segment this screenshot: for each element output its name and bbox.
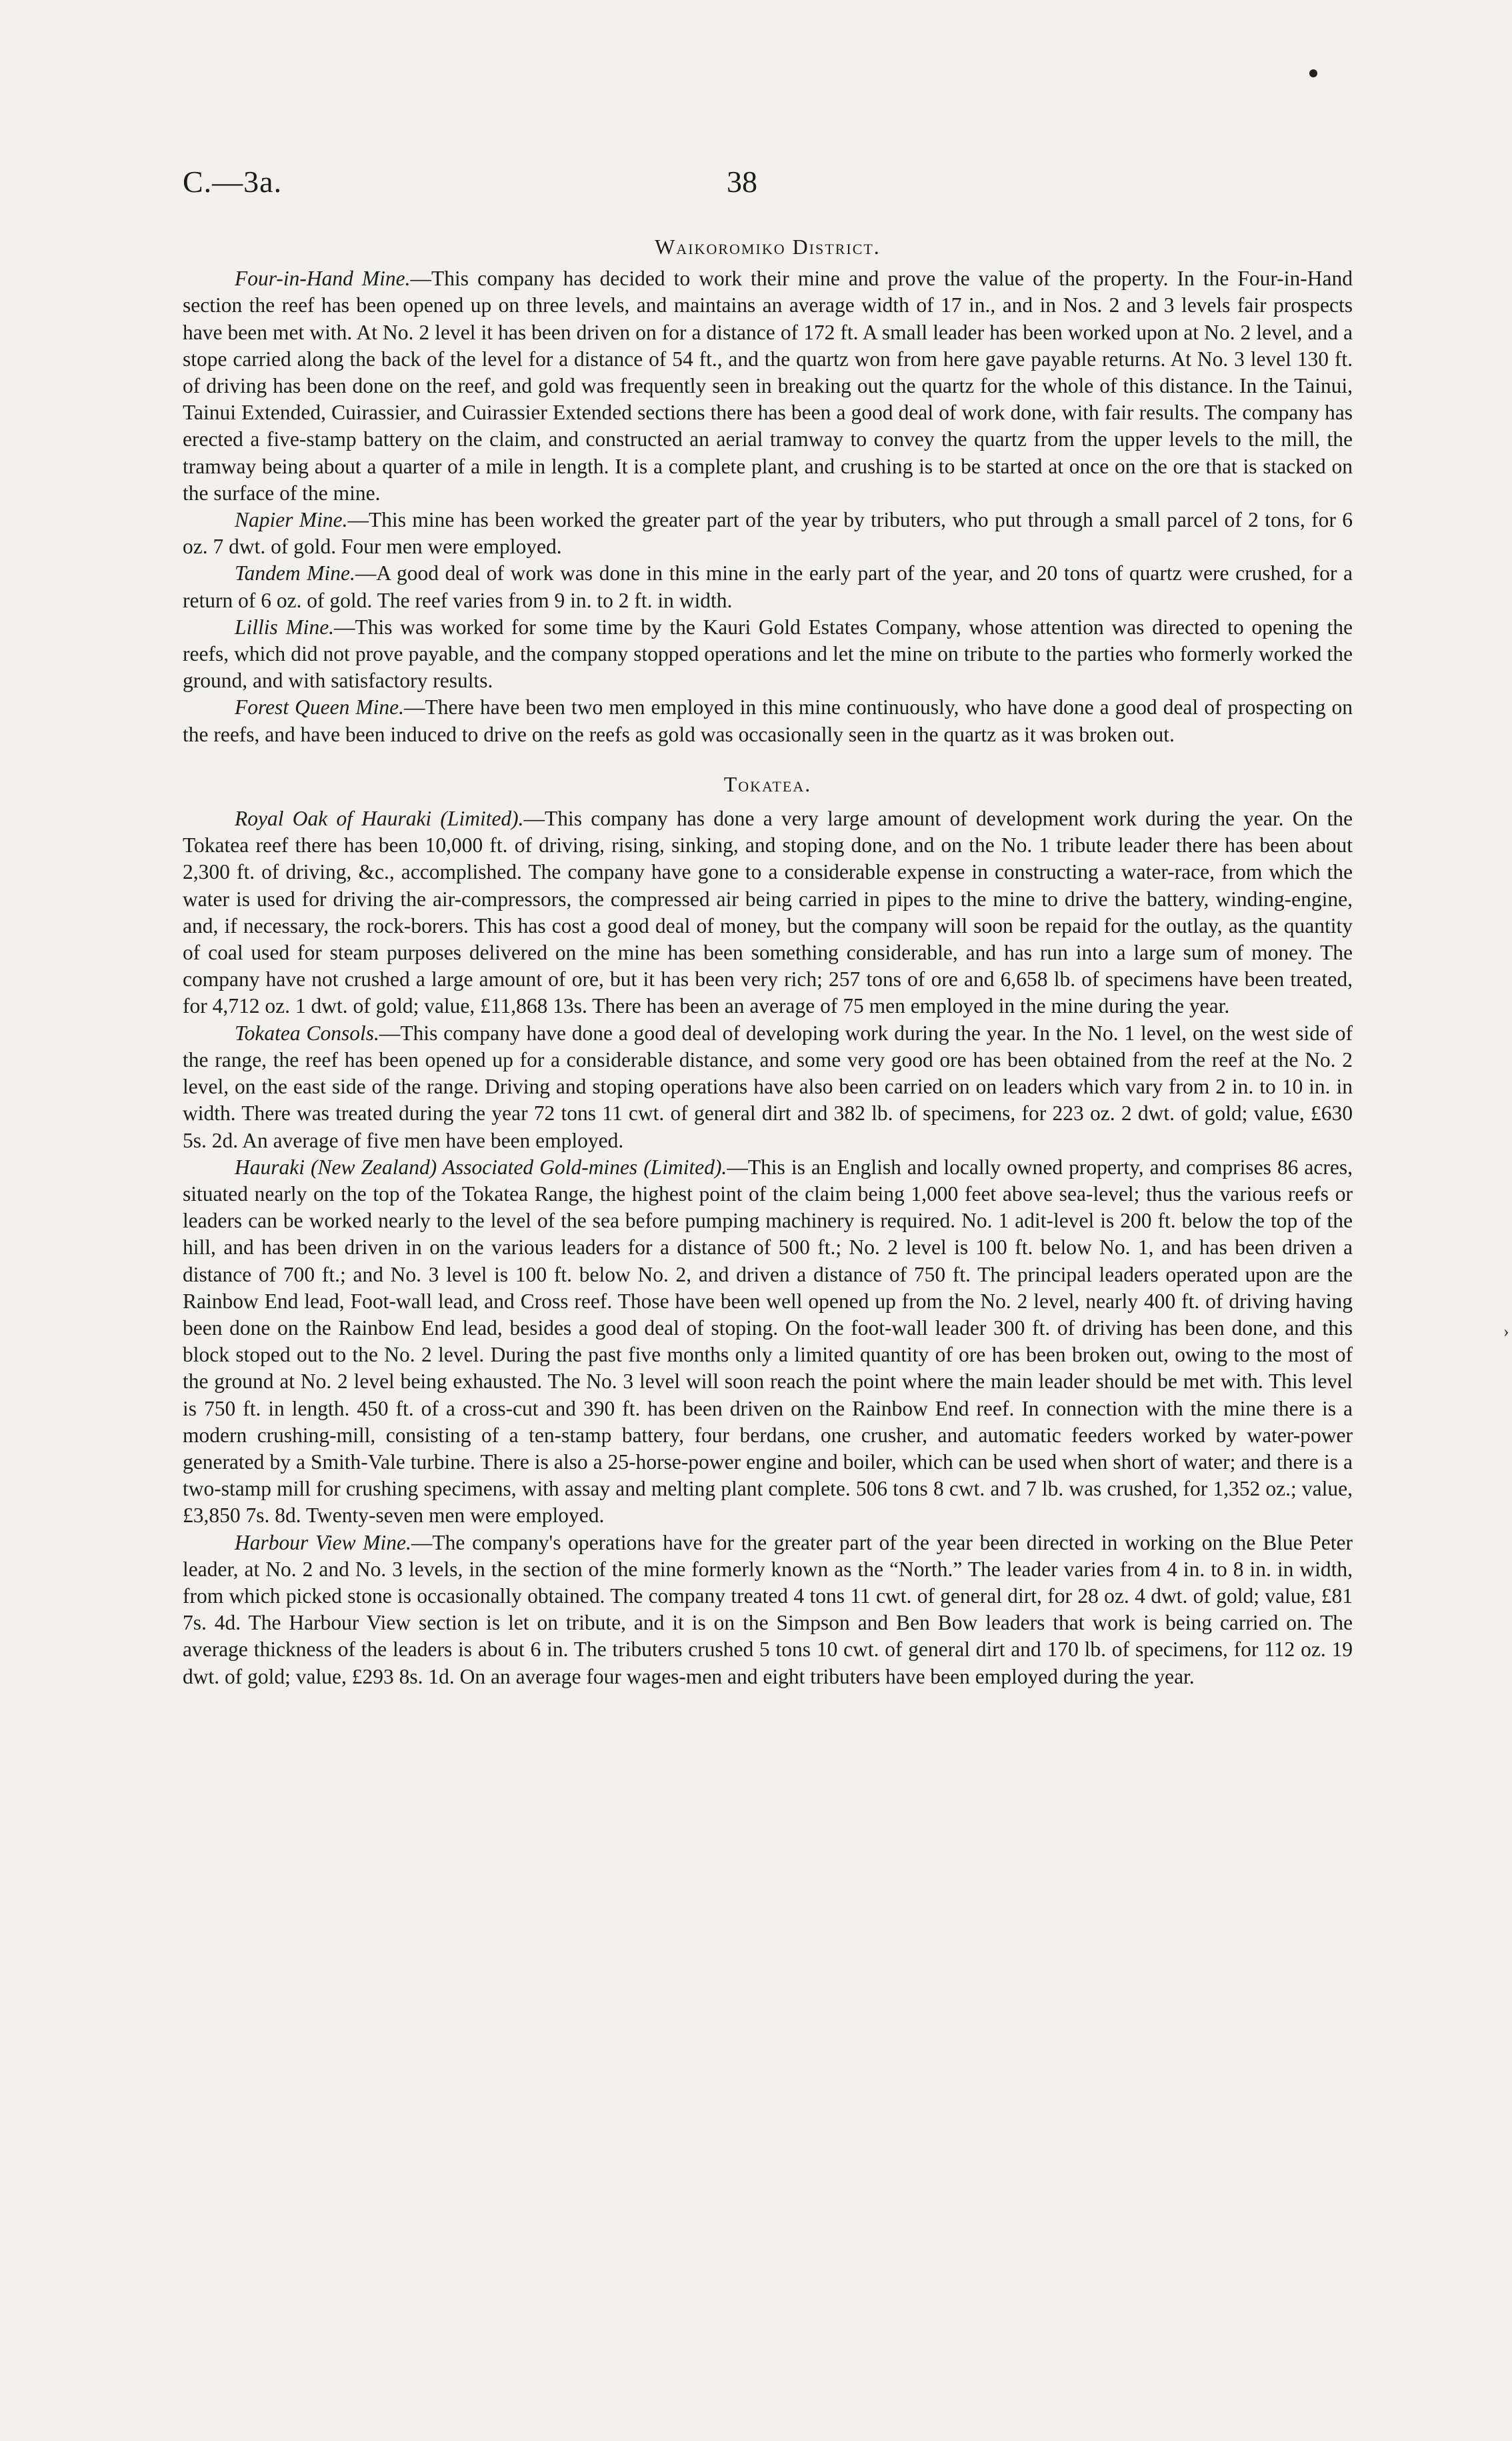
paragraph-tandem xyxy=(183,560,1353,613)
mine-name: Tokatea Consols. xyxy=(235,1021,379,1045)
mine-name: Hauraki (New Zealand) Associated Gold-mines (Limited). xyxy=(235,1155,727,1179)
paragraph-text: —This mine has been worked the greater part of the year by tributers, who put through a small parcel of 2 tons, for 6 oz. 7 dwt. of gold. Four men were employed. xyxy=(183,508,1353,559)
paragraph-text: —This company has done a very large amount of development work during the year. On the Tokatea reef there has been 10,000 ft. of driving, rising, sinking, and stoping done, and on the No. 1 tribute leader there has been about 2,300 ft. of driving, &c., accomplished. The company have gone to a considerable expense in constructing a water-race, from which the water is used for driving the air-compressors, the compressed air being carried in pipes to the mine to drive the battery, winding-engine, and, if necessary, the rock-borers. This has cost a good deal of money, but the company will soon be repaid for the outlay, as the quantity of coal used for steam purposes delivered on the mine has been something considerable, and has run into a large sum of money. The company have not crushed a large amount of ore, but it has been very rich; 257 tons of ore and 6,658 lb. of specimens have been treated, for 4,712 oz. 1 dwt. of gold; value, £11,868 13s. There has been an average of 75 men employed in the mine during the year. xyxy=(183,807,1353,1018)
mine-name: Four-in-Hand Mine. xyxy=(235,267,411,291)
paragraph-forest-queen xyxy=(183,694,1353,747)
paragraph-text: —This company have done a good deal of developing work during the year. In the No. 1 level, on the west side of the range, the reef has been opened up for a considerable distance, and some very good ore has been obtained from the reef at the No. 2 level, on the east side of the range. Driving and stoping operations have also been carried on on leaders which vary from 2 in. to 10 in. in width. There was treated during the year 72 tons 11 cwt. of general dirt and 382 lb. of specimens, for 223 oz. 2 dwt. of gold; value, £630 5s. 2d. An average of five men have been employed. xyxy=(183,1021,1353,1152)
page-number: 38 xyxy=(727,165,757,199)
margin-mark: › xyxy=(1503,1322,1509,1341)
paragraph-text: —This was worked for some time by the Kauri Gold Estates Company, whose attention was directed to opening the reefs, which did not prove payable, and the company stopped operations and let the mine on tribute to the parties who formerly worked the ground, and with satisfactory results. xyxy=(183,615,1353,693)
mine-name: Royal Oak of Hauraki (Limited). xyxy=(235,807,524,831)
section-heading-waikoromiko: Waikoromiko District. xyxy=(655,235,881,259)
mine-name: Napier Mine. xyxy=(235,508,348,532)
mine-name: Lillis Mine. xyxy=(235,615,335,639)
mine-name: Harbour View Mine. xyxy=(235,1530,411,1554)
paragraph-text: —This company has decided to work their mine and prove the value of the property. In the Four-in-Hand section the reef has been opened up on three levels, and maintains an average width of 17 in., and in Nos. 2 and 3 levels fair prospects have been met with. At No. 2 level it has been driven on for a distance of 172 ft. A small leader has been worked upon at No. 2 level, and a stope carried along the back of the level for a distance of 54 ft., and the quartz won from here gave payable returns. At No. 3 level 130 ft. of driving has been done on the reef, and gold was frequently seen in breaking out the quartz for the whole of this distance. In the Tainui, Tainui Extended, Cuirassier, and Cuirassier Extended sections there has been a good deal of work done, with fair results. The company has erected a five-stamp battery on the claim, and constructed an aerial tramway to convey the quartz from the upper levels to the mill, the tramway being about a quarter of a mile in length. It is a complete plant, and crushing is to be started at once on the ore that is stacked on the surface of the mine. xyxy=(183,267,1353,505)
paragraph-royal-oak xyxy=(183,805,1353,1020)
paragraph-text: —This is an English and locally owned property, and comprises 86 acres, situated nearly on the top of the Tokatea Range, the highest point of the claim being 1,000 feet above sea-level; thus the various reefs or leaders can be worked nearly to the level of the sea before pumping machinery is required. No. 1 adit-level is 200 ft. below the top of the hill, and has been driven in on the various leaders for a distance of 500 ft.; No. 2 level is 100 ft. below No. 1, and has been driven a distance of 700 ft.; and No. 3 level is 100 ft. below No. 2, and driven a distance of 750 ft. The principal leaders operated upon are the Rainbow End lead, Foot-wall lead, and Cross reef. Those have been well opened up from the No. 2 level, nearly 400 ft. of driving having been done on the Rainbow End lead, besides a good deal of stoping. On the foot-wall leader 300 ft. of driving has been done, and this block stoped out to the No. 2 level. During the past five months only a limited quantity of ore has been broken out, owing to the most of the ground at No. 2 level being exhausted. The No. 3 level will soon reach the point where the main leader should be met with. This level is 750 ft. in length. 450 ft. of a cross-cut and 390 ft. has been driven on the Rainbow End reef. In connection with the mine there is a modern crushing-mill, consisting of a ten-stamp battery, four berdans, one crusher, and automatic feeders worked by water-power generated by a Smith-Vale turbine. There is also a 25-horse-power engine and boiler, which can be used when short of water; and there is a two-stamp mill for crushing specimens, with assay and melting plant complete. 506 tons 8 cwt. and 7 lb. was crushed, for 1,352 oz.; value, £3,850 7s. 8d. Twenty-seven men were employed. xyxy=(183,1155,1353,1528)
mine-name: Tandem Mine. xyxy=(235,561,355,585)
mine-name: Forest Queen Mine. xyxy=(235,695,404,719)
paragraph-text: —A good deal of work was done in this mine in the early part of the year, and 20 tons of quartz were crushed, for a return of 6 oz. of gold. The reef varies from 9 in. to 2 ft. in width. xyxy=(183,561,1353,612)
paragraph-hauraki xyxy=(183,1154,1353,1530)
paragraph-four-in-hand xyxy=(183,265,1353,507)
paragraph-lillis xyxy=(183,614,1353,695)
section-heading-tokatea: Tokatea. xyxy=(723,771,812,796)
paragraph-napier xyxy=(183,507,1353,560)
text-column xyxy=(183,233,1353,1690)
paragraph-harbour-view xyxy=(183,1530,1353,1690)
paragraph-text: —The company's operations have for the greater part of the year been directed in working on the Blue Peter leader, at No. 2 and No. 3 levels, in the section of the mine formerly known as the “North.” The leader varies from 4 in. to 8 in. in width, from which picked stone is occasionally obtained. The company treated 4 tons 11 cwt. of general dirt, for 28 oz. 4 dwt. of gold; value, £81 7s. 4d. The Harbour View section is let on tribute, and it is on the Simpson and Ben Bow leaders that work is being carried on. The average thickness of the leaders is about 6 in. The tributers crushed 5 tons 10 cwt. of general dirt and 170 lb. of specimens, for 112 oz. 19 dwt. of gold; value, £293 8s. 1d. On an average four wages-men and eight tributers have been employed during the year. xyxy=(183,1530,1353,1688)
ink-speck xyxy=(1309,69,1317,77)
paragraph-text: —There have been two men employed in this mine continuously, who have done a good deal of prospecting on the reefs, and have been induced to drive on the reefs as gold was occasionally seen in the quartz as it was broken out. xyxy=(183,695,1353,746)
paragraph-tokatea-consols xyxy=(183,1020,1353,1154)
document-reference: C.—3a. xyxy=(183,165,283,199)
